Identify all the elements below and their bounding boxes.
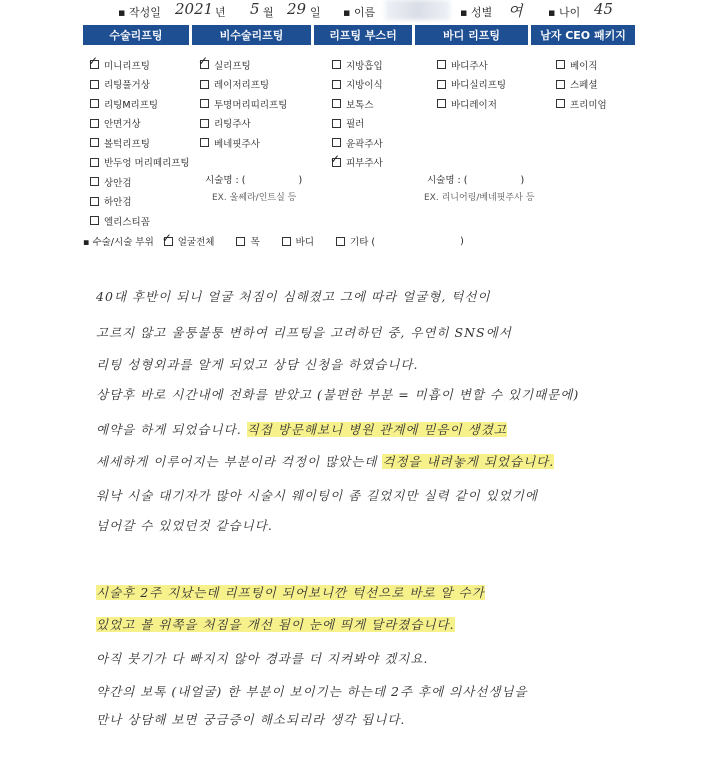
checkbox[interactable] (332, 80, 341, 89)
line-text: 고르지 않고 울퉁불퉁 변하여 리프팅을 고려하던 중, 우연히 SNS에서 (96, 325, 512, 340)
checklist-item[interactable] (332, 75, 383, 95)
procedure-name-label-1: 시술명 : ( (205, 175, 246, 186)
procedure-example-1: EX. 울쎄라/인트실 등 (212, 193, 297, 203)
age-value: 45 (594, 0, 614, 18)
category-lifting-booster: 리프팅 부스터 (314, 25, 412, 45)
checklist-item[interactable] (332, 55, 383, 75)
form-header (85, 0, 645, 22)
highlighted-text: 시술후 2주 지났는데 리프팅이 되어보니깐 턱선으로 바로 알 수가 (96, 585, 485, 600)
checkbox[interactable] (90, 216, 99, 225)
checklist-item[interactable] (90, 172, 190, 192)
body-lifting-options (437, 55, 506, 114)
checklist-item-label: 피부주사 (346, 158, 383, 170)
handwritten-line (96, 287, 491, 305)
procedure-name-field-1[interactable] (205, 172, 302, 186)
checklist-item-label: 보톡스 (346, 99, 374, 111)
handwritten-line (96, 516, 273, 534)
line-text: 40대 후반이 되니 얼굴 처짐이 심해졌고 그에 따라 얼굴형, 턱선이 (96, 289, 491, 304)
checkbox[interactable] (200, 80, 209, 89)
area-checkbox-body[interactable] (282, 237, 291, 246)
checklist-item[interactable] (90, 192, 190, 212)
date-month: 5 (250, 0, 260, 18)
checklist-item[interactable] (332, 133, 383, 153)
checklist-item-label: 스페셜 (570, 80, 598, 92)
line-text: 워낙 시술 대기자가 많아 시술시 웨이팅이 좀 길었지만 실력 같이 있었기에 (96, 488, 538, 503)
category-bar (83, 25, 634, 45)
checkmark-icon: ✓ (198, 54, 209, 69)
checklist-item[interactable] (556, 94, 607, 114)
checklist-item[interactable] (90, 133, 190, 153)
checklist-item[interactable] (556, 75, 607, 95)
line-text: 세세하게 이루어지는 부분이라 걱정이 많았는데 (96, 454, 383, 469)
handwritten-line (96, 710, 405, 728)
checklist-item-label: 반두엉 머리떼리프팅 (104, 158, 190, 170)
area-checkbox-neck[interactable] (236, 237, 245, 246)
checkbox[interactable] (437, 99, 446, 108)
checkbox[interactable] (330, 151, 341, 167)
checklist-item-label: 바디주사 (451, 60, 488, 72)
area-option-other[interactable] (336, 234, 464, 248)
checklist-item[interactable] (200, 55, 287, 75)
checklist-item-label: 볼턱리프팅 (104, 138, 150, 150)
line-text: 리팅 성형외과를 알게 되었고 상담 신청을 하였습니다. (96, 357, 419, 372)
checklist-item[interactable] (332, 94, 383, 114)
checklist-item[interactable] (556, 55, 607, 75)
checklist-item[interactable] (90, 153, 190, 173)
checklist-item[interactable] (200, 114, 287, 134)
checklist-item[interactable] (90, 55, 190, 75)
checkbox[interactable] (332, 119, 341, 128)
handwritten-line (96, 420, 507, 438)
checklist-item-label: 엘리스티꼼 (104, 216, 150, 228)
procedure-name-label-2: 시술명 : ( (427, 175, 468, 186)
checklist-item-label: 필러 (346, 119, 365, 131)
checklist-item[interactable] (200, 94, 287, 114)
procedure-area-row (83, 230, 464, 248)
name-redaction (385, 0, 450, 20)
checkbox[interactable] (200, 119, 209, 128)
checkbox[interactable] (437, 80, 446, 89)
checklist-item[interactable] (332, 153, 383, 173)
area-option-face[interactable] (161, 230, 215, 248)
category-body-lifting: 바디 리프팅 (415, 25, 528, 45)
checklist-item-label: 베네핏주사 (214, 138, 260, 150)
handwritten-line (96, 615, 455, 633)
checklist-item[interactable] (200, 75, 287, 95)
name-label: ▪ 이름 (343, 6, 376, 19)
handwritten-line (96, 682, 528, 700)
nonsurgical-lifting-options (200, 55, 287, 153)
procedure-name-close-2: ) (520, 175, 525, 186)
area-checkbox-other[interactable] (336, 237, 345, 246)
line-text: 상담후 바로 시간내에 전화를 받았고 (불편한 부분 = 미흡이 변할 수 있기때문에) (96, 387, 580, 402)
checklist-item[interactable] (332, 114, 383, 134)
category-surgical-lifting: 수술리프팅 (83, 25, 189, 45)
line-text: 만나 상담해 보면 궁금증이 해소되리라 생각 됩니다. (96, 712, 406, 727)
procedure-name-field-2[interactable] (427, 172, 524, 186)
procedure-example-2: EX. 리니어링/베네핏주사 등 (424, 193, 535, 203)
checkbox[interactable] (556, 60, 565, 69)
handwritten-line (96, 385, 579, 403)
checklist-item-label: 안면거상 (104, 119, 141, 131)
area-option-label: 바디 (295, 237, 315, 248)
booster-options (332, 55, 383, 172)
checkbox[interactable] (90, 177, 99, 186)
date-year: 2021 (175, 0, 214, 18)
checkbox[interactable] (90, 119, 99, 128)
area-other-close: ) (460, 235, 464, 247)
checklist-item[interactable] (200, 133, 287, 153)
checkbox[interactable] (90, 80, 99, 89)
procedure-name-close-1: ) (298, 175, 303, 186)
checklist-item-label: 미니리프팅 (104, 60, 150, 72)
checklist-item[interactable] (437, 75, 506, 95)
highlighted-text: 있었고 볼 위쪽을 처짐을 개선 됨이 눈에 띄게 달라졌습니다. (96, 617, 455, 632)
category-nonsurgical-lifting: 비수술리프팅 (192, 25, 311, 45)
date-day-unit: 일 (310, 6, 321, 19)
checklist-item-label: 바디실리프팅 (451, 80, 507, 92)
checklist-item-label: 프리미엄 (570, 99, 607, 111)
procedure-area-label: ▪ 수술/시술 부위 (83, 237, 154, 248)
line-text: 예약을 하게 되었습니다. (96, 422, 247, 437)
area-option-neck[interactable] (236, 234, 259, 248)
handwritten-line (96, 486, 538, 504)
age-label: ▪ 나이 (548, 6, 581, 19)
gender-value: 여 (508, 2, 523, 20)
date-day: 29 (287, 0, 307, 18)
area-checkbox-face[interactable] (161, 230, 173, 246)
area-option-body[interactable] (282, 234, 314, 248)
line-text: 약간의 보톡 (내얼굴) 한 부분이 보이기는 하는데 2주 후에 의사선생님을 (96, 684, 528, 699)
checklist-item-label: 실리프팅 (214, 60, 251, 72)
checkbox[interactable] (332, 138, 341, 147)
checkbox[interactable] (437, 60, 446, 69)
surgical-lifting-options (90, 55, 190, 231)
date-month-unit: 월 (263, 6, 274, 19)
checklist-item-label: 지방흡입 (346, 60, 383, 72)
checkbox[interactable] (198, 54, 209, 69)
checklist-item-label: 리팅풀거상 (104, 80, 150, 92)
checkbox[interactable] (90, 158, 99, 167)
checklist-item-label: 리팅M리프팅 (104, 99, 159, 111)
checkbox[interactable] (90, 197, 99, 206)
category-men-ceo-package: 남자 CEO 패키지 (531, 25, 635, 45)
line-text: 아직 붓기가 다 빠지지 않아 경과를 더 지켜봐야 겠지요. (96, 651, 429, 666)
checklist-item[interactable] (437, 94, 506, 114)
date-year-unit: 년 (215, 6, 226, 19)
checklist-item[interactable] (90, 94, 190, 114)
gender-label: ▪ 성별 (460, 6, 493, 19)
checklist-item-label: 하안검 (104, 197, 132, 209)
checkbox[interactable] (200, 99, 209, 108)
checklist-item-label: 지방이식 (346, 80, 383, 92)
checklist-item-label: 상안검 (104, 177, 132, 189)
checklist-item-label: 레이저리프팅 (214, 80, 270, 92)
handwritten-line (96, 452, 554, 470)
highlighted-text: 걱정을 내려놓게 되었습니다. (382, 454, 555, 469)
handwritten-line (96, 649, 428, 667)
checklist-item[interactable] (90, 114, 190, 134)
checklist-item[interactable] (90, 75, 190, 95)
checkbox[interactable] (556, 99, 565, 108)
handwritten-line (96, 583, 485, 601)
checklist-item-label: 리팅주사 (214, 119, 251, 131)
checkbox[interactable] (90, 138, 99, 147)
highlighted-text: 직접 방문해보니 병원 관계에 믿음이 생겼고 (246, 422, 507, 437)
checklist-item-label: 투명머리띠리프팅 (214, 99, 288, 111)
checklist-item[interactable] (90, 211, 190, 231)
ceo-package-options (556, 55, 607, 114)
area-option-label: 얼굴전체 (177, 237, 215, 248)
checkbox[interactable] (90, 99, 99, 108)
checkbox[interactable] (556, 80, 565, 89)
checkbox[interactable] (332, 99, 341, 108)
checkmark-icon: ✓ (161, 230, 172, 245)
checkmark-icon: ✓ (88, 54, 99, 69)
checkbox[interactable] (200, 138, 209, 147)
checklist-item[interactable] (437, 55, 506, 75)
checklist-item-label: 바디레이저 (451, 99, 497, 111)
date-label: ▪ 작성일 (118, 6, 161, 19)
checklist-item-label: 윤곽주사 (346, 138, 383, 150)
area-option-label: 목 (250, 237, 260, 248)
handwritten-line (96, 323, 512, 341)
checklist-item-label: 베이직 (570, 60, 598, 72)
checkbox[interactable] (88, 54, 99, 69)
checkmark-icon: ✓ (330, 151, 341, 166)
handwritten-line (96, 355, 418, 373)
checkbox[interactable] (332, 60, 341, 69)
line-text: 넘어갈 수 있었던것 같습니다. (96, 518, 273, 533)
area-option-label: 기타 ( (350, 237, 376, 248)
